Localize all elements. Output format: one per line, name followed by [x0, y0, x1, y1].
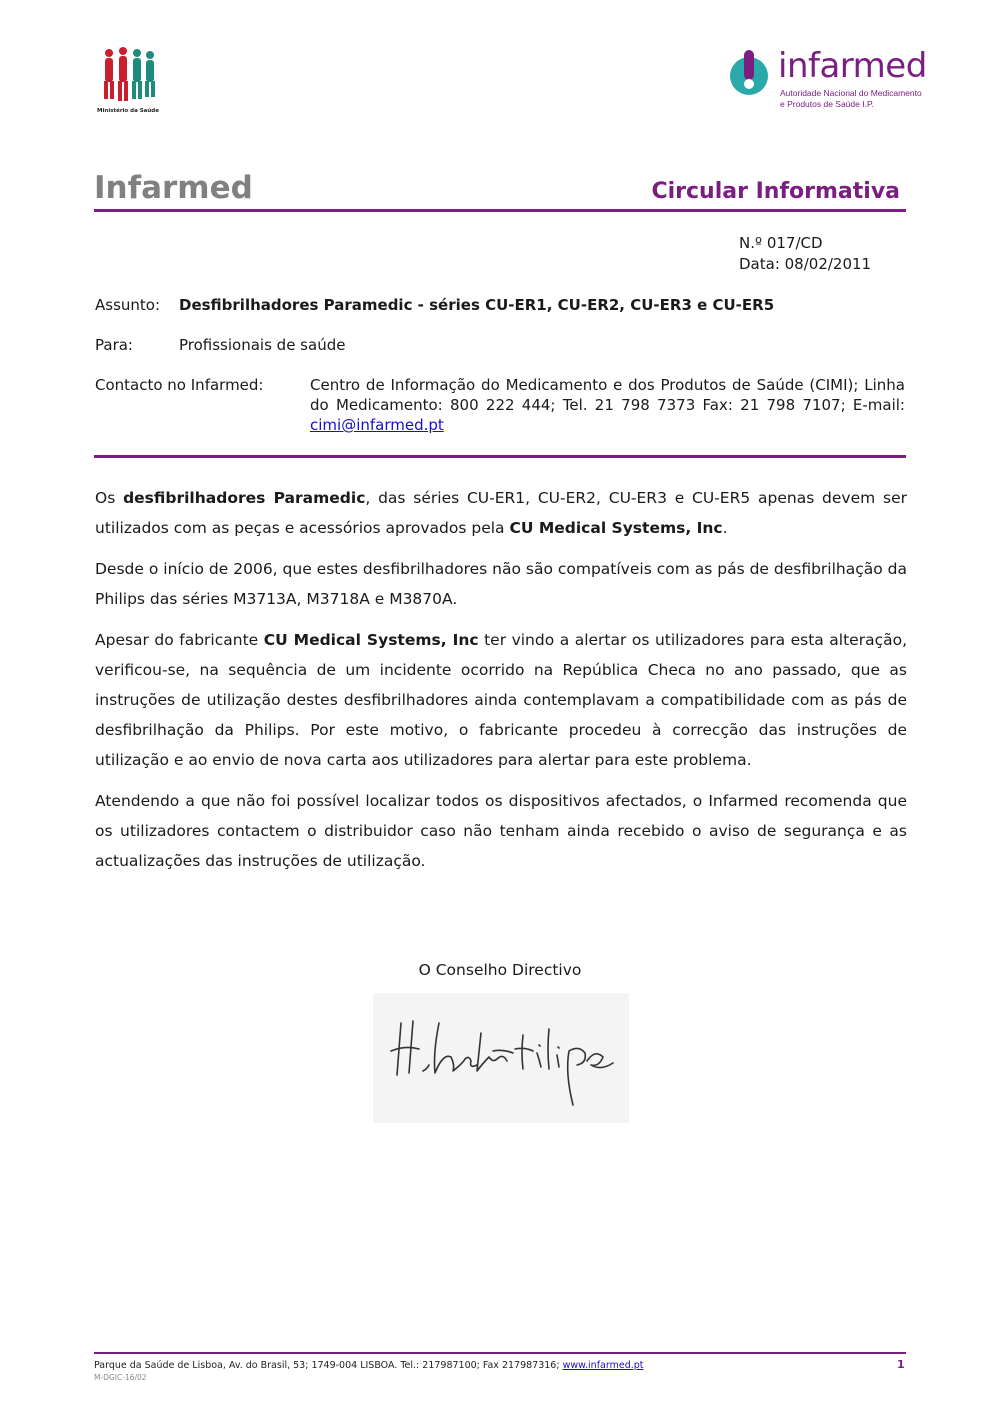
- infarmed-subtitle-line1: Autoridade Nacional do Medicamento: [780, 88, 922, 98]
- paragraph-2: Desde o início de 2006, que estes desfibrilhadores não são compatíveis com as pás de desfibrilhação da Philips das séries M3713A, M3718A e M3870A.: [95, 560, 908, 608]
- body-text: [95, 483, 907, 887]
- infarmed-wordmark: infarmed: [778, 46, 927, 86]
- infarmed-logo-icon: [724, 48, 774, 98]
- circular-meta: [739, 233, 871, 275]
- handwritten-signature: [373, 993, 629, 1123]
- p1-text-e: .: [722, 519, 728, 537]
- paragraph-1: [95, 483, 907, 543]
- signoff: O Conselho Directivo: [418, 961, 582, 979]
- recipient-value: Profissionais de saúde: [179, 336, 346, 354]
- footer-address: [94, 1360, 644, 1371]
- p3-text-a: Apesar do fabricante: [95, 631, 264, 649]
- paragraph-3: [95, 625, 907, 775]
- page-number: 1: [897, 1358, 905, 1371]
- contact-text: Centro de Informação do Medicamento e dos Produtos de Saúde (CIMI); Linha do Medicamento: 800 222 444; Tel. 21 798 7373 Fax: 21 798 7107; E-mail:: [310, 376, 905, 414]
- p1-text-a: Os: [95, 489, 124, 507]
- recipient-label: Para:: [95, 336, 133, 354]
- contact-value: [310, 375, 905, 435]
- p3-bold-manufacturer: CU Medical Systems, Inc: [263, 631, 479, 649]
- header-bottom-divider: [94, 455, 906, 458]
- circular-date: Data: 08/02/2011: [739, 255, 872, 273]
- title-divider: [94, 209, 906, 212]
- infarmed-subtitle-line2: e Produtos de Saúde I.P.: [780, 99, 874, 109]
- ministry-caption: Ministério da Saúde: [97, 108, 159, 114]
- p1-bold-product: desfibrilhadores Paramedic: [123, 489, 366, 507]
- footer-divider: [94, 1352, 906, 1354]
- p1-bold-manufacturer: CU Medical Systems, Inc: [509, 519, 723, 537]
- footer-form-code: M-DGIC-16/02: [94, 1373, 147, 1382]
- subject-label: Assunto:: [95, 296, 161, 314]
- document-title: Infarmed: [94, 170, 253, 206]
- document-type: Circular Informativa: [651, 179, 900, 204]
- subject-value: Desfibrilhadores Paramedic - séries CU-ER1, CU-ER2, CU-ER3 e CU-ER5: [179, 296, 775, 314]
- paragraph-4: Atendendo a que não foi possível localizar todos os dispositivos afectados, o Infarmed recomenda que os utilizadores contactem o distribuidor caso não tenham ainda recebido o aviso de segurança e as actualizações das instruções de utilização.: [95, 792, 907, 870]
- footer-website-link[interactable]: www.infarmed.pt: [562, 1360, 644, 1371]
- contact-label: Contacto no Infarmed:: [95, 376, 264, 394]
- footer-address-text: Parque da Saúde de Lisboa, Av. do Brasil, 53; 1749-004 LISBOA. Tel.: 217987100; Fax 217987316;: [94, 1360, 563, 1371]
- contact-email-link[interactable]: cimi@infarmed.pt: [310, 416, 444, 434]
- circular-number: N.º 017/CD: [739, 234, 823, 252]
- p1-text-c: , das séries CU-ER1, CU-ER2, CU-ER3 e CU-ER5 apenas devem ser utilizados com as peças e acessórios aprovados pela: [95, 489, 907, 537]
- p3-text-c: ter vindo a alertar os utilizadores para esta alteração, verificou-se, na sequência de um incidente ocorrido na República Checa no ano passado, que as instruções de utilização destes desfibrilhadores ainda contemplavam a compatibilidade com as pás de desfibrilhação da Philips. Por este motivo, o fabricante procedeu à correcção das instruções de utilização e ao envio de nova carta aos utilizadores para alertar para este problema.: [95, 631, 907, 769]
